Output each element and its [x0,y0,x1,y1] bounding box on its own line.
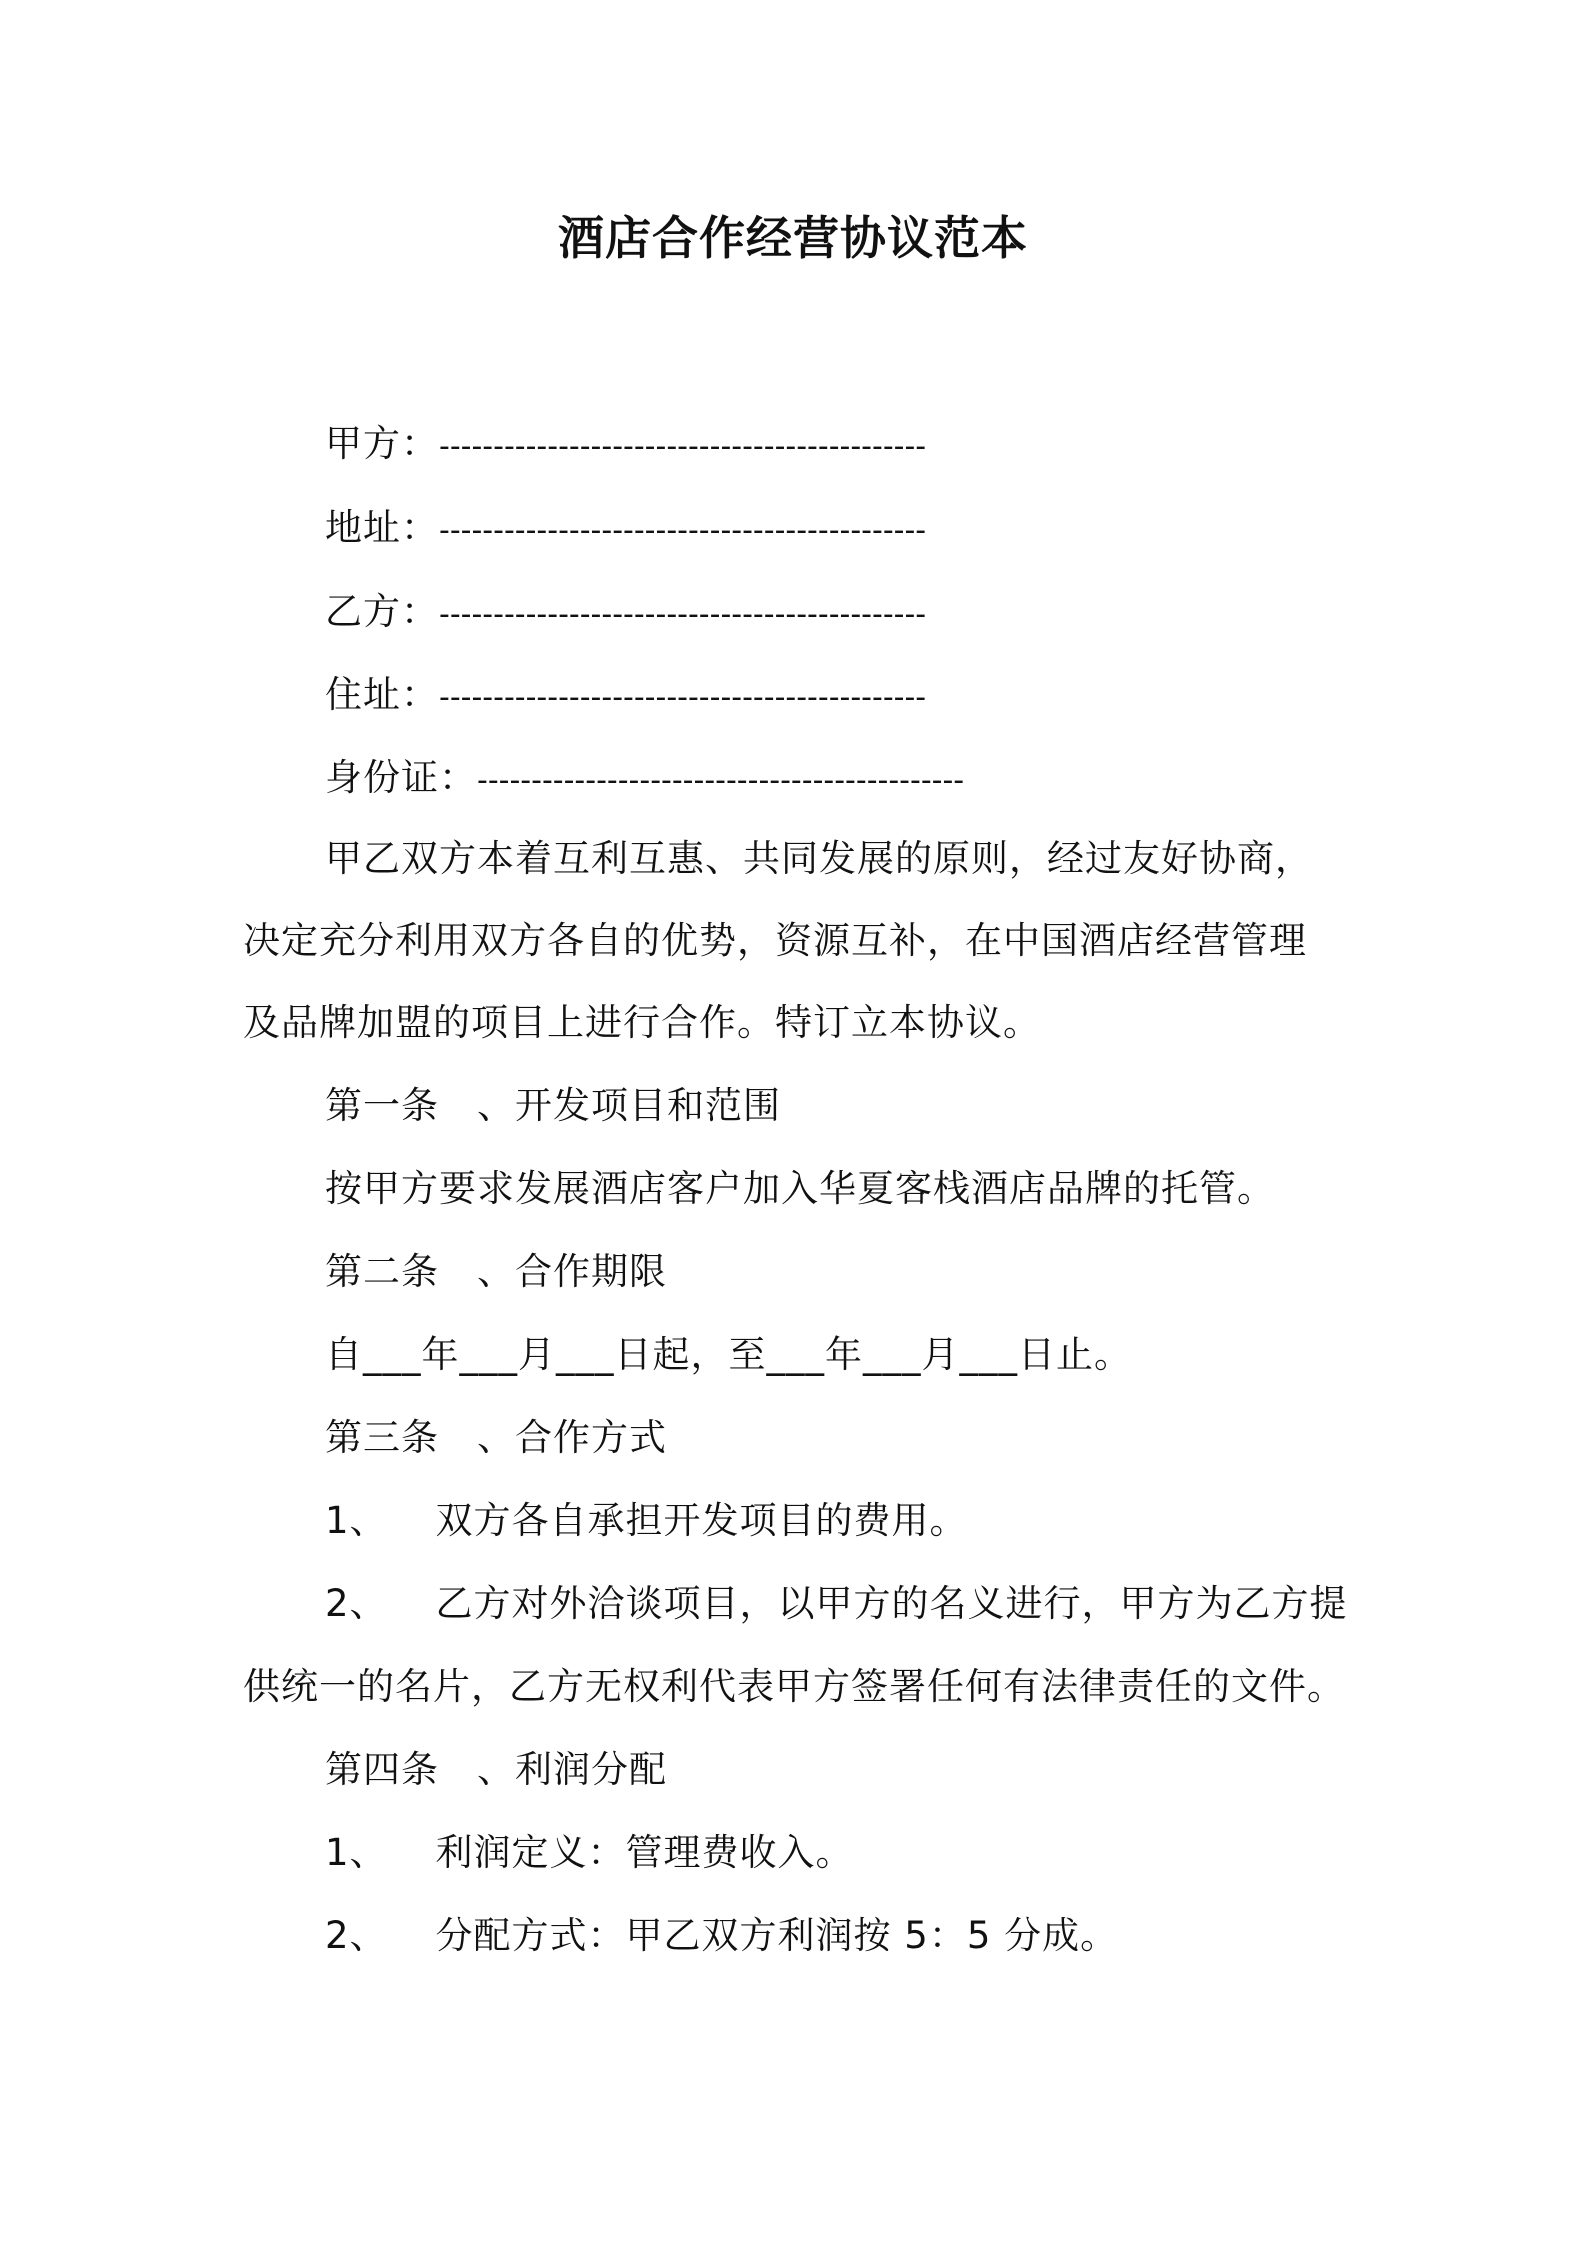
item-text: 分配方式：甲乙双方利润按 5：5 分成。 [435,1914,1119,1957]
article-2-body: 自___年___月___日起，至___年___月___日止。 [325,1333,1132,1376]
intro-line-2: 决定充分利用双方各自的优势，资源互补，在中国酒店经营管理 [243,919,1307,962]
article-2-heading [325,1246,667,1298]
field-blank-line: --------------------------------------------- [439,429,927,464]
item-text: 乙方对外洽谈项目，以甲方的名义进行，甲方为乙方提 [435,1582,1348,1625]
article-3-item-2-continued: 供统一的名片，乙方无权利代表甲方签署任何有法律责任的文件。 [243,1665,1345,1708]
article-number: 第三条 [325,1416,439,1459]
article-4-item-2 [325,1910,1118,1962]
article-4-heading [325,1744,667,1796]
item-number: 2、 [325,1582,388,1625]
article-4-item-1 [325,1827,854,1879]
field-blank-line: --------------------------------------------- [439,513,927,548]
article-title: 、合作期限 [477,1250,667,1293]
item-number: 1、 [325,1499,388,1542]
article-1-body: 按甲方要求发展酒店客户加入华夏客栈酒店品牌的托管。 [325,1167,1275,1210]
field-label: 地址： [325,506,439,549]
article-number: 第四条 [325,1748,439,1791]
field-blank-line: --------------------------------------------- [439,680,927,715]
intro-line-1: 甲乙双方本着互利互惠、共同发展的原则，经过友好协商， [325,837,1313,880]
field-label: 住址： [325,673,439,716]
item-text: 利润定义：管理费收入。 [435,1831,854,1874]
field-blank-line: --------------------------------------------- [477,763,965,798]
item-text: 双方各自承担开发项目的费用。 [435,1499,968,1542]
field-party-b [325,586,926,641]
document-title: 酒店合作经营协议范本 [558,211,1028,265]
field-blank-line: --------------------------------------------- [439,597,927,632]
field-label: 身份证： [325,756,477,799]
field-label: 乙方： [325,590,439,633]
article-1-heading [325,1080,781,1132]
article-title: 、利润分配 [477,1748,667,1791]
field-party-a [325,418,926,473]
field-label: 甲方： [325,422,439,465]
item-number: 2、 [325,1914,388,1957]
article-title: 、开发项目和范围 [477,1084,781,1127]
field-id-card [325,752,964,807]
article-number: 第二条 [325,1250,439,1293]
article-number: 第一条 [325,1084,439,1127]
article-3-item-2 [325,1578,1348,1630]
field-address [325,502,926,557]
article-3-heading [325,1412,667,1464]
article-3-item-1 [325,1495,968,1547]
article-title: 、合作方式 [477,1416,667,1459]
item-number: 1、 [325,1831,388,1874]
intro-line-3: 及品牌加盟的项目上进行合作。特订立本协议。 [243,1001,1041,1044]
field-residence [325,669,926,724]
